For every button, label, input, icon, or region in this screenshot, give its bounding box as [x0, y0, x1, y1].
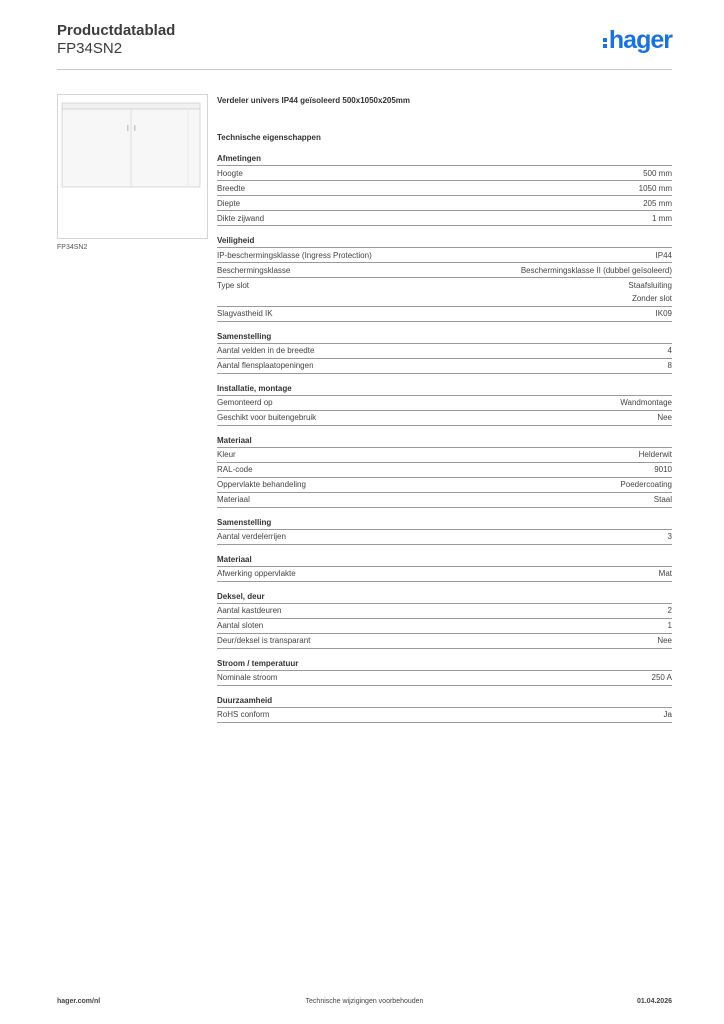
property-section [217, 154, 672, 226]
property-row [217, 248, 672, 263]
property-row [217, 278, 672, 307]
section-title: Samenstelling [217, 518, 672, 530]
property-label: Aantal sloten [217, 621, 264, 630]
property-label: RoHS conform [217, 710, 270, 719]
property-row [217, 166, 672, 181]
property-section [217, 332, 672, 374]
section-title: Stroom / temperatuur [217, 659, 672, 671]
footer-disclaimer: Technische wijzigingen voorbehouden [305, 998, 424, 1005]
property-value-line: Wandmontage [620, 398, 672, 407]
property-label: Slagvastheid IK [217, 309, 273, 318]
property-label: Gemonteerd op [217, 398, 273, 407]
property-value [639, 448, 672, 462]
property-value-line: 8 [667, 361, 672, 370]
property-label: Type slot [217, 280, 250, 290]
property-section [217, 696, 672, 723]
property-value-line: Staal [653, 495, 672, 504]
property-value-line: Ja [663, 710, 672, 719]
property-value [656, 307, 672, 321]
image-caption: FP34SN2 [57, 244, 88, 251]
property-value-line: 205 mm [643, 198, 672, 208]
property-row [217, 530, 672, 545]
property-label: IP-beschermingsklasse (Ingress Protection) [217, 250, 372, 260]
property-row [217, 463, 672, 478]
property-value-line: Poedercoating [620, 480, 672, 489]
property-row [217, 634, 672, 649]
property-value-line: Staafsluiting [628, 280, 672, 290]
property-label: Nominale stroom [217, 673, 278, 682]
property-value-line: Nee [657, 413, 672, 422]
section-title: Materiaal [217, 555, 672, 567]
property-row [217, 396, 672, 411]
property-row [217, 708, 672, 723]
property-row [217, 448, 672, 463]
property-value [643, 197, 672, 211]
section-title: Materiaal [217, 436, 672, 448]
section-title: Veiligheid [217, 236, 672, 248]
property-sections [217, 154, 672, 723]
document-title: Productdatablad [57, 22, 176, 39]
property-row [217, 478, 672, 493]
property-value [668, 604, 672, 618]
property-value [668, 530, 672, 544]
property-label: Dikte zijwand [217, 213, 265, 223]
product-code: FP34SN2 [57, 40, 123, 57]
property-section [217, 384, 672, 426]
property-value [659, 567, 672, 581]
logo-dots-icon [603, 38, 607, 48]
property-row [217, 263, 672, 278]
property-value [628, 279, 672, 306]
property-value-line: Beschermingsklasse II (dubbel geïsoleerd) [520, 265, 672, 275]
product-image [57, 94, 208, 239]
property-label: Afwerking oppervlakte [217, 569, 296, 578]
property-label: Oppervlakte behandeling [217, 480, 306, 489]
property-value-line: Nee [657, 636, 672, 645]
property-value [652, 212, 672, 226]
property-value [620, 478, 672, 492]
property-value [657, 411, 672, 425]
page-footer [57, 998, 672, 1010]
property-value [654, 463, 672, 477]
property-row [217, 211, 672, 226]
property-row [217, 604, 672, 619]
property-section [217, 592, 672, 649]
property-value-line: 1 [667, 621, 672, 630]
property-value [657, 634, 672, 648]
property-value [668, 344, 672, 358]
property-value-line: IP44 [655, 250, 672, 260]
section-title: Afmetingen [217, 154, 672, 166]
property-row [217, 411, 672, 426]
property-section [217, 659, 672, 686]
property-label: Beschermingsklasse [217, 265, 291, 275]
property-value [521, 264, 672, 278]
page-header [57, 22, 672, 70]
property-label: Geschikt voor buitengebruik [217, 413, 317, 422]
hager-logo [603, 26, 672, 54]
property-section [217, 518, 672, 545]
property-value [664, 708, 672, 722]
cabinet-illustration [58, 95, 207, 238]
property-value-line: Zonder slot [631, 294, 672, 303]
property-section [217, 436, 672, 508]
property-section [217, 555, 672, 582]
property-value-line: Helderwit [638, 450, 672, 459]
footer-date: 01.04.2026 [636, 998, 672, 1005]
property-section [217, 236, 672, 322]
property-value-line: 4 [667, 346, 672, 355]
product-description: Verdeler univers IP44 geïsoleerd 500x1050x205mm [217, 96, 411, 105]
property-label: Hoogte [217, 168, 243, 178]
property-value [652, 671, 672, 685]
property-value [639, 182, 672, 196]
property-label: Aantal flensplaatopeningen [217, 361, 314, 370]
property-label: RAL-code [217, 465, 253, 474]
property-label: Aantal kastdeuren [217, 606, 282, 615]
technical-properties-heading: Technische eigenschappen [217, 133, 321, 142]
property-label: Deur/deksel is transparant [217, 636, 311, 645]
property-value [668, 359, 672, 373]
property-row [217, 359, 672, 374]
property-value-line: 3 [667, 532, 672, 541]
property-label: Kleur [217, 450, 236, 459]
property-value-line: 9010 [654, 465, 672, 474]
property-value [656, 249, 672, 263]
property-row [217, 307, 672, 322]
property-value-line: 1050 mm [638, 183, 672, 193]
property-value-line: Mat [658, 569, 672, 578]
property-value [620, 396, 672, 410]
logo-text: hager [608, 26, 672, 54]
property-row [217, 181, 672, 196]
property-label: Diepte [217, 198, 241, 208]
property-label: Aantal verdelerrijen [217, 532, 286, 541]
section-title: Samenstelling [217, 332, 672, 344]
footer-website: hager.com/nl [57, 998, 101, 1005]
property-label: Breedte [217, 183, 246, 193]
product-details [217, 95, 672, 733]
property-row [217, 493, 672, 508]
property-value-line: IK09 [655, 309, 672, 318]
property-value-line: 2 [667, 606, 672, 615]
section-title: Deksel, deur [217, 592, 672, 604]
property-value [643, 167, 672, 181]
property-value-line: 250 A [651, 673, 672, 682]
property-label: Aantal velden in de breedte [217, 346, 315, 355]
property-value-line: 1 mm [652, 213, 672, 223]
property-row [217, 619, 672, 634]
property-label: Materiaal [217, 495, 250, 504]
property-row [217, 196, 672, 211]
property-value [668, 619, 672, 633]
property-row [217, 671, 672, 686]
section-title: Duurzaamheid [217, 696, 672, 708]
property-row [217, 344, 672, 359]
property-value [654, 493, 672, 507]
section-title: Installatie, montage [217, 384, 672, 396]
property-value-line: 500 mm [643, 168, 672, 178]
property-row [217, 567, 672, 582]
